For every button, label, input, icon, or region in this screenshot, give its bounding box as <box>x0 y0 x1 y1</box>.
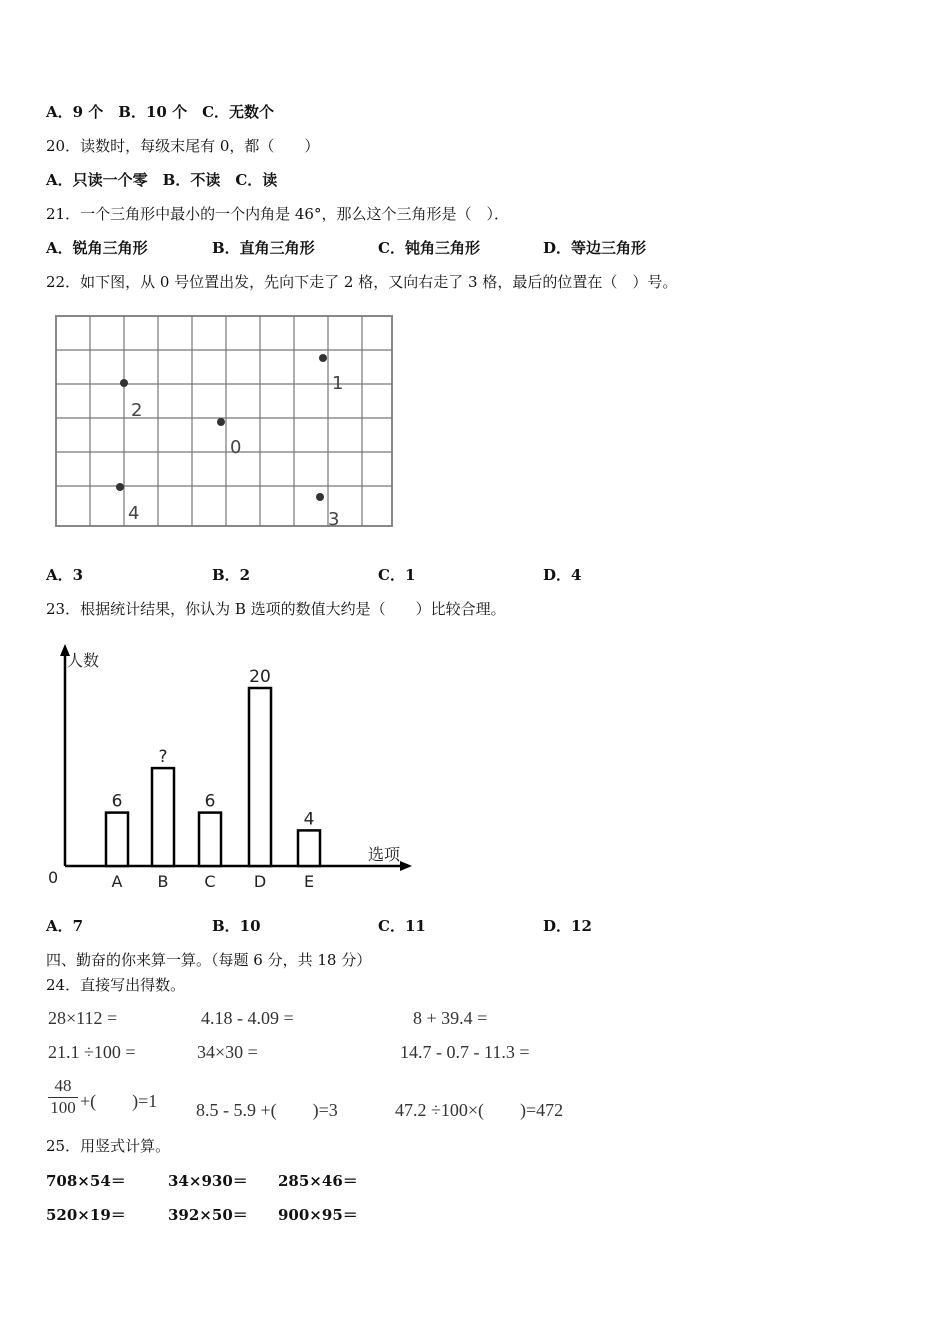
q22-stem: 22．如下图，从 0 号位置出发，先向下走了 2 格，又向右走了 3 格，最后的位置在（ ）号。 <box>46 273 678 291</box>
section4-title: 四、勤奋的你来算一算。（每题 6 分，共 18 分） <box>46 951 372 969</box>
x-axis-label: 选项 <box>368 845 401 864</box>
calc-3-3: 47.2 ÷100×( )=472 <box>395 1100 564 1120</box>
calc-1-2: 4.18 - 4.09 = <box>201 1008 294 1028</box>
calc-2-3: 14.7 - 0.7 - 11.3 = <box>400 1042 530 1062</box>
grid-point-2 <box>120 379 128 387</box>
q22-option-a: A．3 <box>46 566 84 584</box>
grid-point-1 <box>319 354 327 362</box>
calc-2-2: 34×30 = <box>197 1042 258 1062</box>
q23-option-a: A．7 <box>46 917 84 935</box>
calc-1-3: 8 + 39.4 = <box>413 1008 488 1028</box>
x-tick-label-A: A <box>111 872 123 891</box>
q21-option-c: C．钝角三角形 <box>378 239 480 257</box>
vertical-calc-2-1: 520×19＝ <box>46 1206 126 1224</box>
x-axis-arrow <box>400 861 412 871</box>
q21-option-b: B．直角三角形 <box>212 239 315 257</box>
bar-chart <box>40 640 420 895</box>
q23-option-d: D．12 <box>543 917 592 935</box>
q21-option-a: A．锐角三角形 <box>46 239 148 257</box>
q20-stem: 20．读数时，每级末尾有 0，都（ ） <box>46 137 320 155</box>
grid-label-3: 3 <box>328 509 340 530</box>
q21-option-d: D．等边三角形 <box>543 239 647 257</box>
bar-B <box>152 768 174 866</box>
q23-option-c: C．11 <box>378 917 426 935</box>
grid-point-4 <box>116 483 124 491</box>
calc-3-1-rest: +( )=1 <box>80 1091 158 1111</box>
calc-1-1: 28×112 = <box>48 1008 118 1028</box>
q22-option-b: B．2 <box>212 566 251 584</box>
calc-3-2: 8.5 - 5.9 +( )=3 <box>196 1100 338 1120</box>
grid-point-0 <box>217 418 225 426</box>
x-tick-label-C: C <box>204 872 216 891</box>
q22-option-d: D．4 <box>543 566 582 584</box>
q22-option-c: C．1 <box>378 566 416 584</box>
bar-D <box>249 688 271 866</box>
q21-stem: 21．一个三角形中最小的一个内角是 46°，那么这个三角形是（ ）． <box>46 205 509 223</box>
position-grid-figure <box>48 312 398 534</box>
grid-label-4: 4 <box>128 503 140 524</box>
grid-point-3 <box>316 493 324 501</box>
x-tick-label-B: B <box>157 872 169 891</box>
x-tick-label-D: D <box>253 872 267 891</box>
bar-value-label-B: ? <box>158 747 168 768</box>
grid-label-1: 1 <box>332 373 344 394</box>
bar-E <box>298 830 320 866</box>
grid-label-2: 2 <box>131 400 143 421</box>
fraction-numerator: 48 <box>48 1076 78 1098</box>
bar-value-label-A: 6 <box>111 791 123 812</box>
grid-label-0: 0 <box>230 437 242 458</box>
x-tick-label-E: E <box>303 872 315 891</box>
bar-value-label-D: 20 <box>249 667 271 687</box>
fraction-48-100 <box>48 1076 78 1118</box>
vertical-calc-2-2: 392×50＝ <box>168 1206 248 1224</box>
q19-options: A．9 个 B．10 个 C．无数个 <box>46 103 275 121</box>
q25-stem: 25．用竖式计算。 <box>46 1137 171 1155</box>
fraction-denominator: 100 <box>50 1098 76 1117</box>
vertical-calc-1-2: 34×930＝ <box>168 1172 248 1190</box>
vertical-calc-2-3: 900×95＝ <box>278 1206 358 1224</box>
q23-option-b: B．10 <box>212 917 261 935</box>
bar-C <box>199 813 221 866</box>
q24-stem: 24．直接写出得数。 <box>46 976 186 994</box>
vertical-calc-1-1: 708×54＝ <box>46 1172 126 1190</box>
calc-2-1: 21.1 ÷100 = <box>48 1042 136 1062</box>
origin-label: 0 <box>48 868 59 887</box>
vertical-calc-1-3: 285×46＝ <box>278 1172 358 1190</box>
q23-stem: 23．根据统计结果，你认为 B 选项的数值大约是（ ）比较合理。 <box>46 600 506 618</box>
q20-options: A．只读一个零 B．不读 C．读 <box>46 171 278 189</box>
bar-value-label-C: 6 <box>204 791 216 812</box>
bar-value-label-E: 4 <box>303 809 315 830</box>
y-axis-label: 人数 <box>67 651 100 670</box>
bar-A <box>106 813 128 866</box>
